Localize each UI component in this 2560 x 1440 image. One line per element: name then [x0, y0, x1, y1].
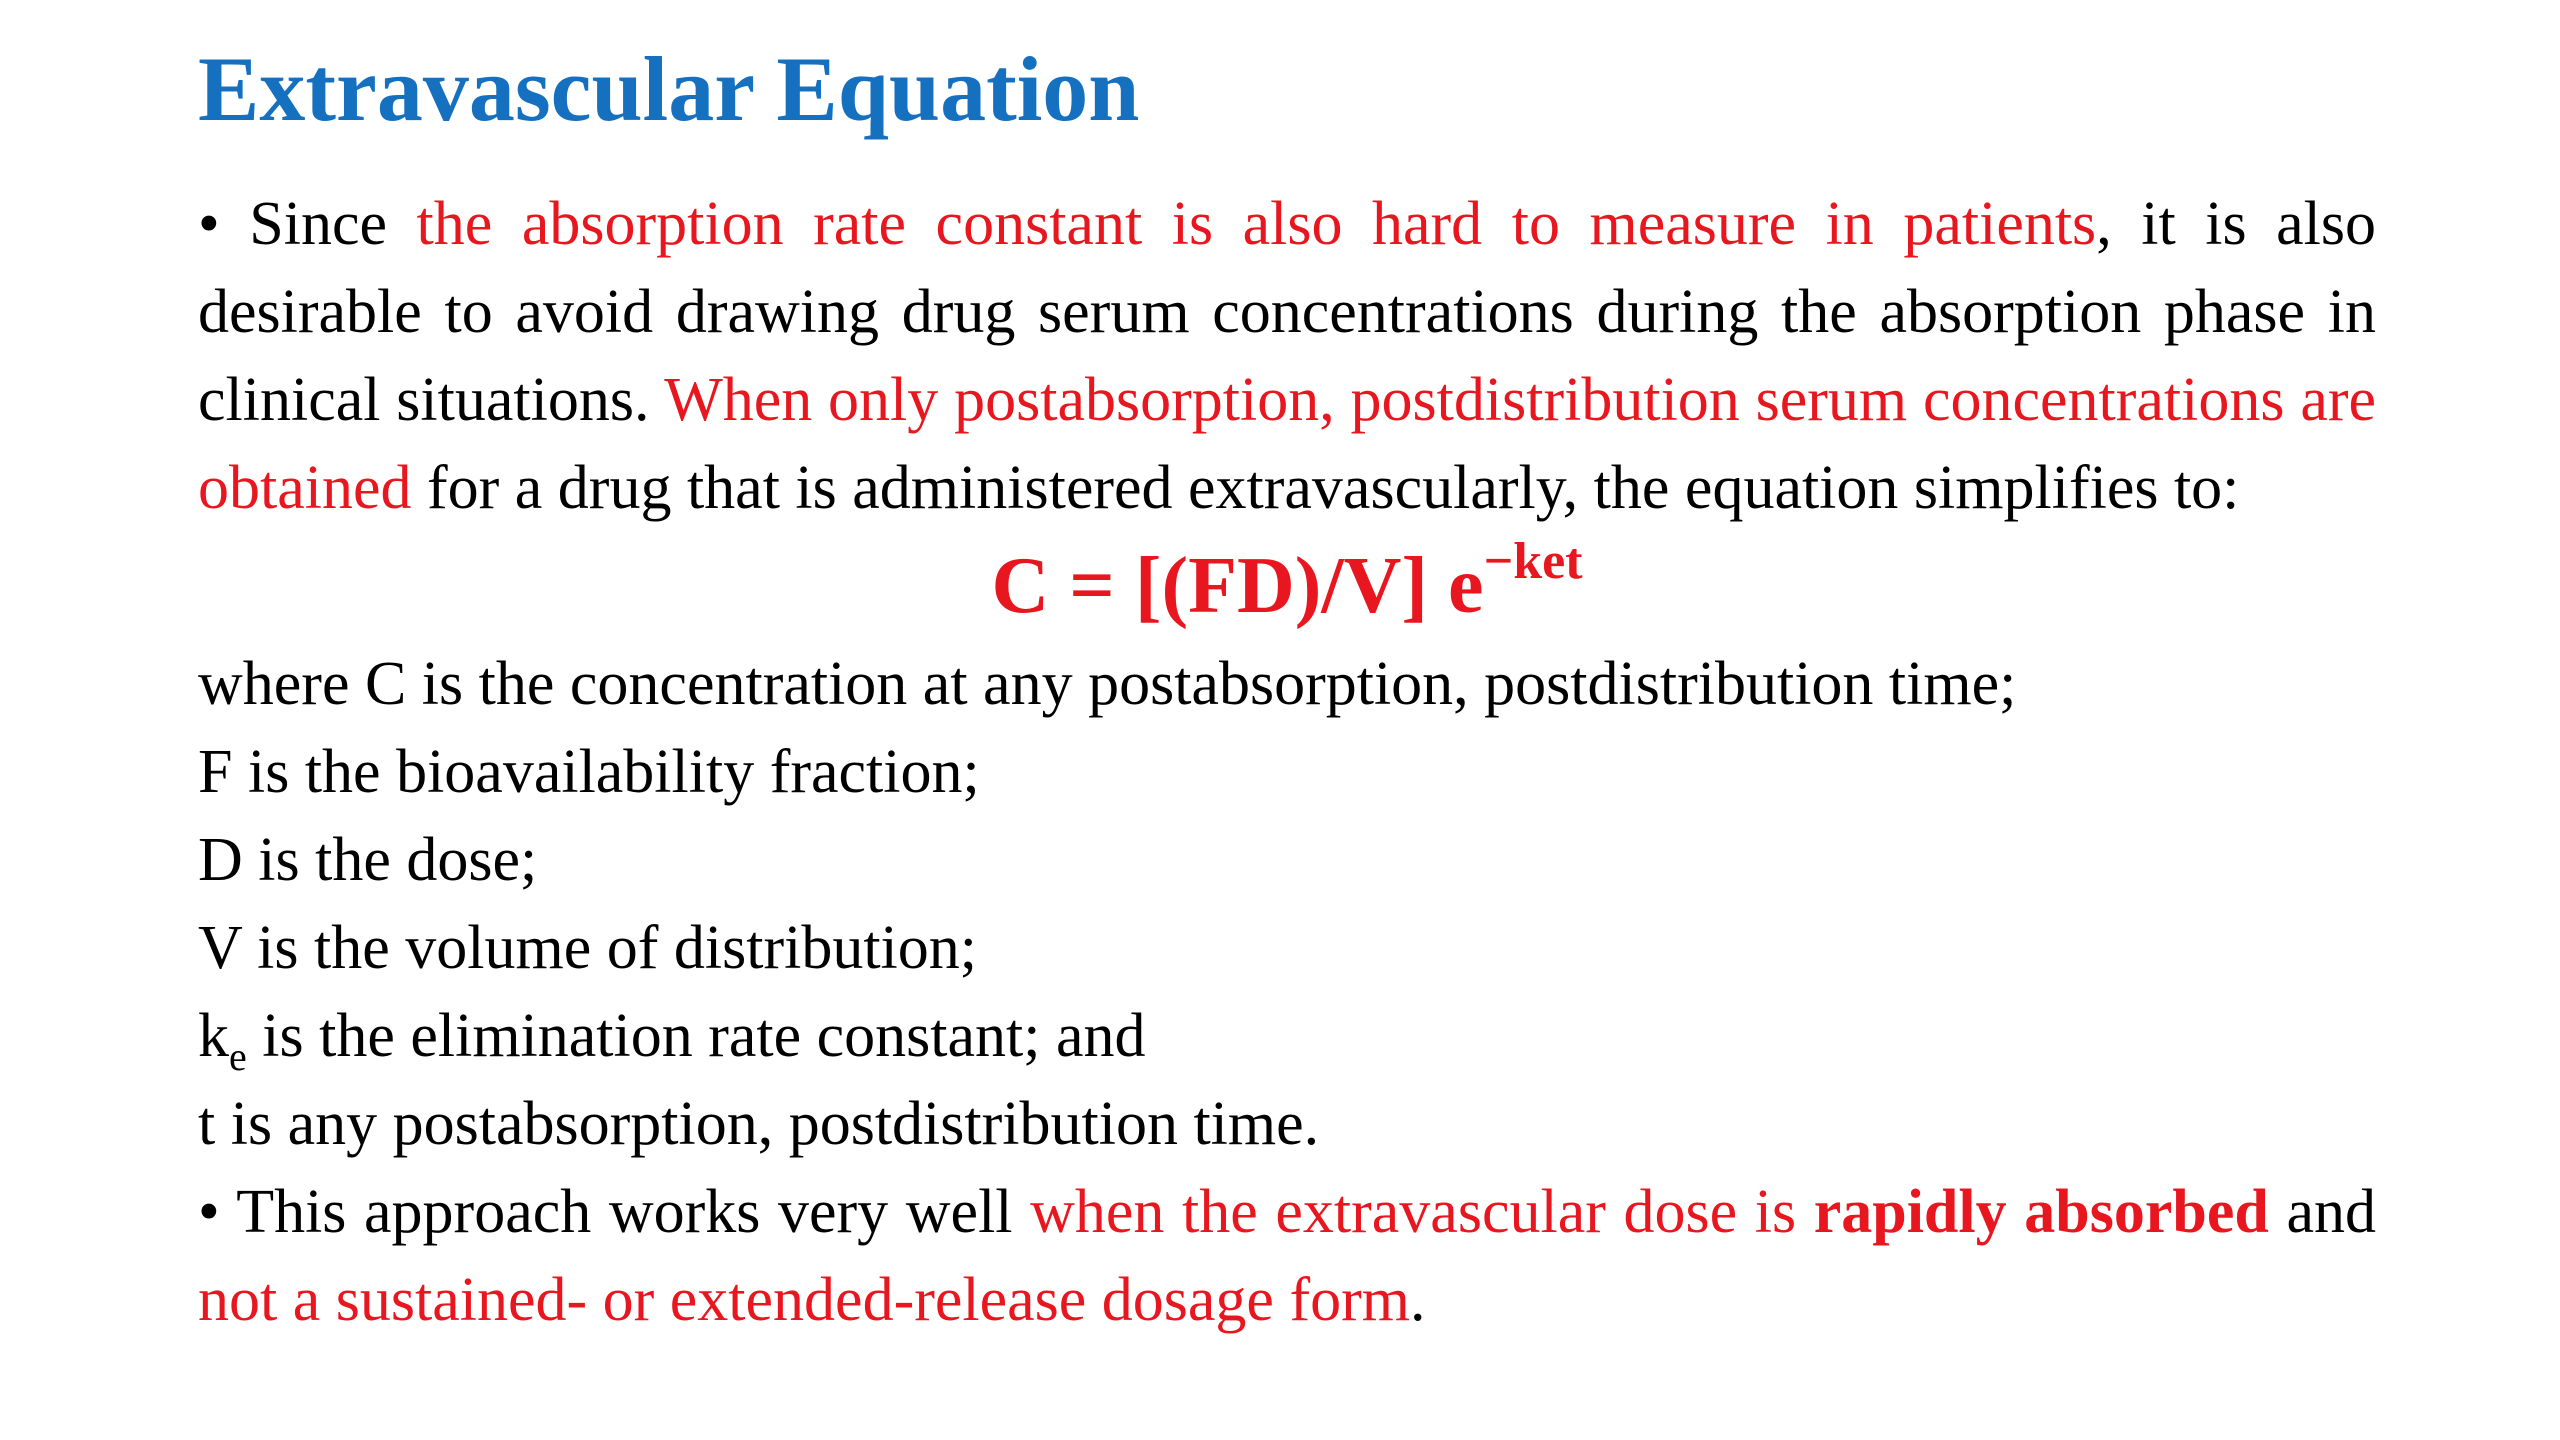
equation-main: C = [(FD)/V] e	[991, 542, 1484, 630]
definition-v: V is the volume of distribution;	[198, 914, 977, 982]
para2-highlight-2: not a sustained- or extended-release dosage form	[198, 1266, 1410, 1334]
bullet-marker: •	[198, 190, 220, 258]
para2-text-1: This approach works very well	[219, 1178, 1031, 1246]
bullet-marker: •	[198, 1178, 220, 1246]
slide-title: Extravascular Equation	[198, 38, 1140, 140]
para2-text-2: and	[2268, 1178, 2376, 1246]
equation	[198, 532, 2376, 640]
ke-text: is the elimination rate constant; and	[246, 1002, 1146, 1070]
definition-f: F is the bioavailability fraction;	[198, 738, 980, 806]
para1-text-3: for a drug that is administered extravascularly, the equation simplifies to:	[411, 454, 2240, 522]
para2-bold-highlight: rapidly absorbed	[1813, 1178, 2269, 1246]
definition-d: D is the dose;	[198, 826, 538, 894]
definition-c: where C is the concentration at any postabsorption, postdistribution time;	[198, 650, 2017, 718]
bullet-paragraph-1	[198, 180, 2376, 532]
para1-text-1: Since	[219, 190, 417, 258]
slide-body	[198, 180, 2376, 1344]
para2-text-3: .	[1409, 1266, 1426, 1334]
definition-t: t is any postabsorption, postdistribution time.	[198, 1090, 1320, 1158]
equation-exponent: −ket	[1483, 533, 1583, 590]
bullet-paragraph-2	[198, 1168, 2376, 1344]
ke-subscript: e	[229, 1034, 247, 1079]
para1-highlight-2: When only postabsorption, postdistribution serum concentrations are obtained	[198, 366, 2377, 522]
ke-symbol: k	[198, 1002, 229, 1070]
para1-text-2: , it is also desirable to avoid drawing drug serum concentrations during the absorption phase in clinical situations.	[198, 190, 2376, 434]
definition-ke	[198, 992, 2376, 1080]
para1-highlight-1: the absorption rate constant is also hard to measure in patients	[416, 190, 2097, 258]
para2-highlight-1: when the extravascular dose is	[1030, 1178, 1814, 1246]
